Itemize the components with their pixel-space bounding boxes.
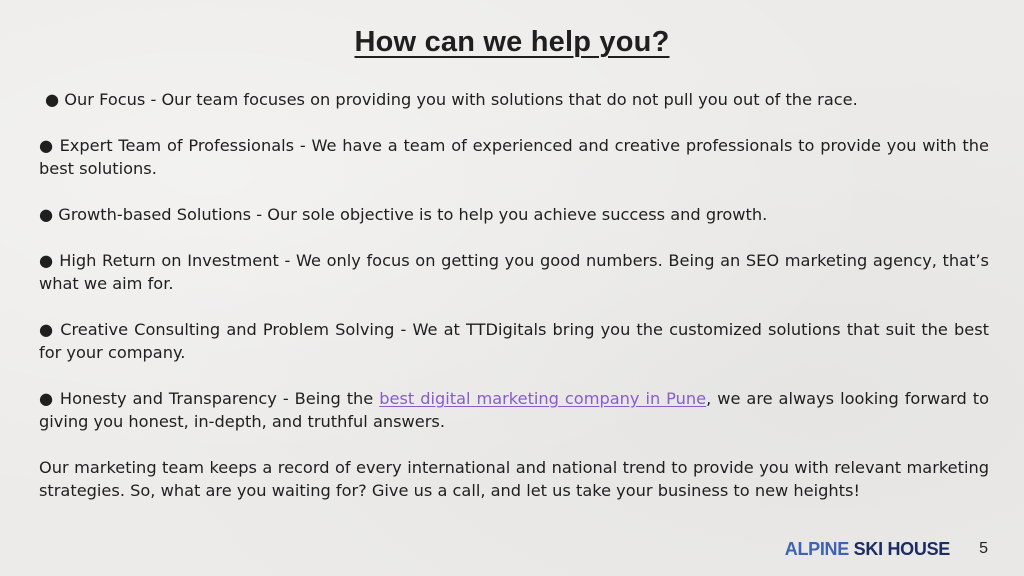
- bullet-icon: ●: [39, 205, 54, 224]
- page-number: 5: [979, 540, 988, 557]
- bullet-text: Growth-based Solutions - Our sole objective is to help you achieve success and growth.: [58, 205, 768, 224]
- slide-title: [0, 26, 1024, 59]
- brand-ski-house: SKI HOUSE: [853, 539, 950, 559]
- bullet-item-expert-team: [39, 134, 989, 180]
- bullet-icon: ●: [45, 90, 60, 109]
- slide-content: [39, 88, 989, 502]
- bullet-icon: ●: [39, 136, 54, 155]
- bullet-text: Our Focus - Our team focuses on providing you with solutions that do not pull you out of the race.: [64, 90, 858, 109]
- bullet-icon: ●: [39, 320, 55, 339]
- bullet-text: Creative Consulting and Problem Solving - We at TTDigitals bring you the customized solutions that suit the best for your company.: [39, 320, 989, 362]
- footer-brand-logo: [785, 539, 950, 560]
- brand-alpine: ALPINE: [784, 539, 849, 559]
- bullet-item-our-focus: [39, 88, 989, 111]
- bullet-text-after: , we are always looking forward to giving you honest, in-depth, and truthful answers.: [39, 389, 990, 431]
- bullet-text-before: Honesty and Transparency - Being the: [59, 389, 374, 408]
- bullet-item-honesty: [39, 387, 989, 433]
- bullet-text: High Return on Investment - We only focus on getting you good numbers. Being an SEO marketing agency, that’s what we aim for.: [39, 251, 989, 293]
- bullet-item-high-return: [39, 249, 989, 295]
- bullet-icon: ●: [39, 251, 54, 270]
- bullet-item-creative-consulting: [39, 318, 989, 364]
- bullet-text: Expert Team of Professionals - We have a team of experienced and creative professionals to provide you with the best solutions.: [39, 136, 989, 178]
- closing-paragraph: Our marketing team keeps a record of every international and national trend to provide you with relevant marketing strategies. So, what are you waiting for? Give us a call, and let us take your business to new heights!: [39, 458, 989, 500]
- best-digital-marketing-link[interactable]: best digital marketing company in Pune: [379, 389, 707, 408]
- bullet-icon: ●: [39, 389, 54, 408]
- bullet-item-growth-solutions: [39, 203, 989, 226]
- slide-title-text: How can we help you?: [354, 26, 670, 58]
